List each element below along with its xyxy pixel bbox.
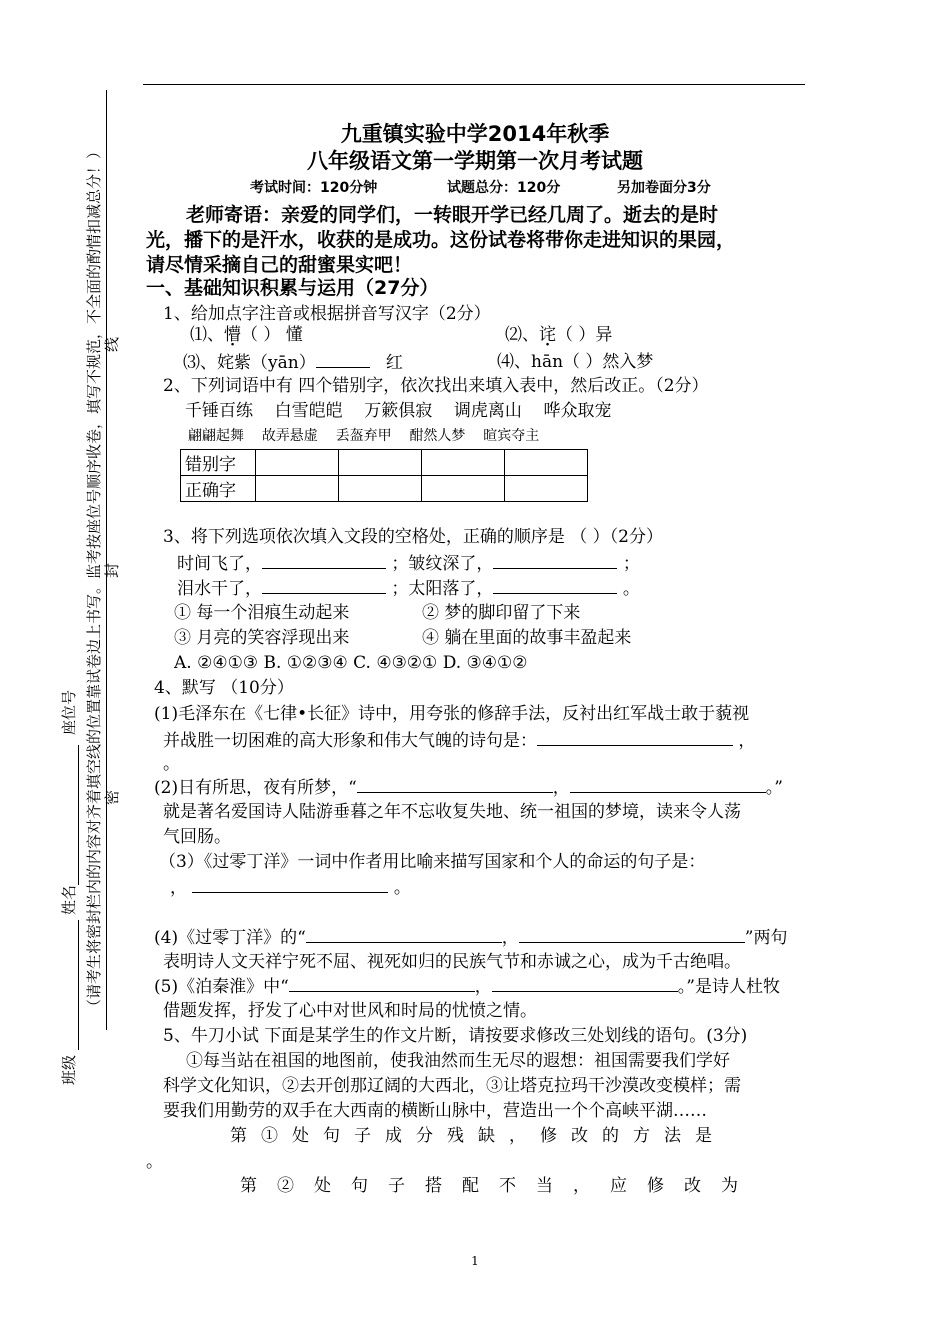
top-rule: [143, 84, 805, 85]
q3-option-2: ② 梦的脚印留了下来: [422, 603, 581, 623]
exam-time: 考试时间：120分钟: [250, 180, 378, 196]
q4-p4-line-2: 表明诗人文天祥宁死不屈、视死如归的民族气节和赤诚之心，成为千古绝唱。: [163, 952, 741, 972]
q2-words-row-2: 翩翩起舞 故弄悬虚 丢盔弃甲 酣然人梦 暄宾夺主: [188, 428, 540, 444]
q4-title: 4、默写 （10分）: [154, 678, 294, 698]
exam-school-title: 九重镇实验中学2014年秋季: [340, 122, 610, 146]
q4-p1-line-3: 。: [163, 754, 180, 774]
q1-item-d: ⑷、hān（ ）然入梦: [497, 352, 654, 372]
side-blank-name: [78, 745, 79, 885]
answer-cell[interactable]: [256, 476, 339, 502]
q5-passage-line-3: 要我们用勤劳的双手在大西南的横断山脉中，营造出一个个高峡平湖……: [163, 1101, 707, 1121]
q3-option-3: ③ 月亮的笑容浮现出来: [174, 628, 350, 648]
q3-line-1: 时间飞了， ；皱纹深了， ；: [177, 554, 640, 574]
exam-extra: 另加卷面分3分: [617, 180, 711, 196]
exam-title: 八年级语文第一学期第一次月考试题: [307, 149, 643, 173]
q4-p4-line-1: (4)《过零丁洋》的“ ， ”两句: [154, 928, 788, 948]
q5-title: 5、牛刀小试 下面是某学生的作文片断，请按要求修改三处划线的语句。(3分): [163, 1026, 748, 1046]
side-xian: 线: [103, 336, 121, 352]
q1-item-a: ⑴、懵（ ） 懂: [190, 325, 303, 345]
answer-cell[interactable]: [422, 476, 505, 502]
table-header-correct: 正确字: [181, 476, 256, 502]
q1-title: 1、给加点字注音或根据拼音写汉字（2分）: [163, 304, 491, 324]
table-header-wrong: 错别字: [181, 450, 256, 476]
q4-p2-line-1: (2)日有所思，夜有所梦，“ ， 。”: [154, 778, 783, 798]
section-1-heading: 一、基础知识积累与运用（27分）: [146, 277, 439, 299]
q3-option-1: ① 每一个泪痕生动起来: [174, 603, 350, 623]
q3-choices: A. ②④①③ B. ①②③④ C. ④③②① D. ③④①②: [174, 653, 528, 673]
table-row: [181, 450, 588, 476]
q3-title: 3、将下列选项依次填入文段的空格处，正确的顺序是 （ ）（2分）: [163, 527, 663, 547]
exam-total: 试题总分：120分: [447, 180, 561, 196]
side-mi: 密: [103, 789, 121, 805]
q1-item-c: ⑶、姹紫（yān） 红: [183, 353, 403, 373]
side-name-label: 姓名: [60, 884, 78, 915]
q4-p5-line-1: (5)《泊秦淮》中“ ， 。”是诗人杜牧: [154, 977, 780, 997]
side-instruction: （请考生将密封栏内的内容对齐着填空线的位置靠试卷边上书写。监考按座位号顺序收卷，填写不规范，不全面的酌情扣减总分！）: [85, 143, 103, 1014]
side-class-label: 班级: [60, 1054, 78, 1085]
q5-passage-line-2: 科学文化知识，②去开创那辽阔的大西北，③让塔克拉玛干沙漠改变模样；需: [163, 1076, 741, 1096]
q4-p2-line-3: 气回肠。: [163, 827, 231, 847]
answer-cell[interactable]: [505, 450, 588, 476]
q4-p3-line-2: ， 。: [170, 878, 411, 898]
intro-line-3: 请尽情采摘自己的甜蜜果实吧！: [146, 254, 413, 276]
answer-cell[interactable]: [256, 450, 339, 476]
q4-p1-line-1: (1)毛泽东在《七律•长征》诗中，用夸张的修辞手法，反衬出红军战士敢于藐视: [154, 704, 750, 724]
q3-option-4: ④ 躺在里面的故事丰盈起来: [422, 628, 632, 648]
q2-words-row-1: 千锤百练 白雪皑皑 万簌俱寂 调虎离山 哗众取宠: [185, 401, 612, 421]
side-feng: 封: [103, 562, 121, 578]
q5-sentence-1-end: 。: [146, 1152, 163, 1172]
side-line: [106, 90, 107, 1030]
side-seat-label: 座位号: [60, 689, 78, 735]
q4-p5-line-2: 借题发挥，抒发了心中对世风和时局的忧愤之情。: [163, 1001, 537, 1021]
table-row: [181, 476, 588, 502]
side-blank-class: [78, 920, 79, 1050]
answer-cell[interactable]: [339, 450, 422, 476]
answer-cell[interactable]: [339, 476, 422, 502]
q1-item-b: ⑵、诧（ ）异: [505, 325, 613, 345]
q5-sentence-2: 第②处句子搭配不当，应修改为: [240, 1176, 758, 1196]
q3-line-2: 泪水干了， ；太阳落了， 。: [177, 579, 640, 599]
intro-line-1: 老师寄语：亲爱的同学们，一转眼开学已经几周了。逝去的是时: [186, 204, 719, 226]
page-number: 1: [471, 1254, 479, 1268]
q5-sentence-1: 第①处句子成分残缺，修改的方法是: [230, 1126, 726, 1146]
intro-line-2: 光，播下的是汗水，收获的是成功。这份试卷将带你走进知识的果园，: [146, 229, 736, 251]
q2-title: 2、下列词语中有 四个错别字，依次找出来填入表中，然后改正。（2分）: [163, 376, 709, 396]
q4-p1-line-2: 并战胜一切困难的高大形象和伟大气魄的诗句是： ，: [163, 731, 756, 751]
q4-p3-line-1: （3）《过零丁洋》一词中作者用比喻来描写国家和个人的命运的句子是：: [159, 852, 706, 872]
answer-cell[interactable]: [422, 450, 505, 476]
answer-cell[interactable]: [505, 476, 588, 502]
q2-answer-table: [180, 449, 588, 502]
q5-passage-line-1: ①每当站在祖国的地图前，使我油然而生无尽的遐想：祖国需要我们学好: [186, 1051, 730, 1071]
q4-p2-line-2: 就是著名爱国诗人陆游垂暮之年不忘收复失地、统一祖国的梦境，读来令人荡: [163, 802, 741, 822]
